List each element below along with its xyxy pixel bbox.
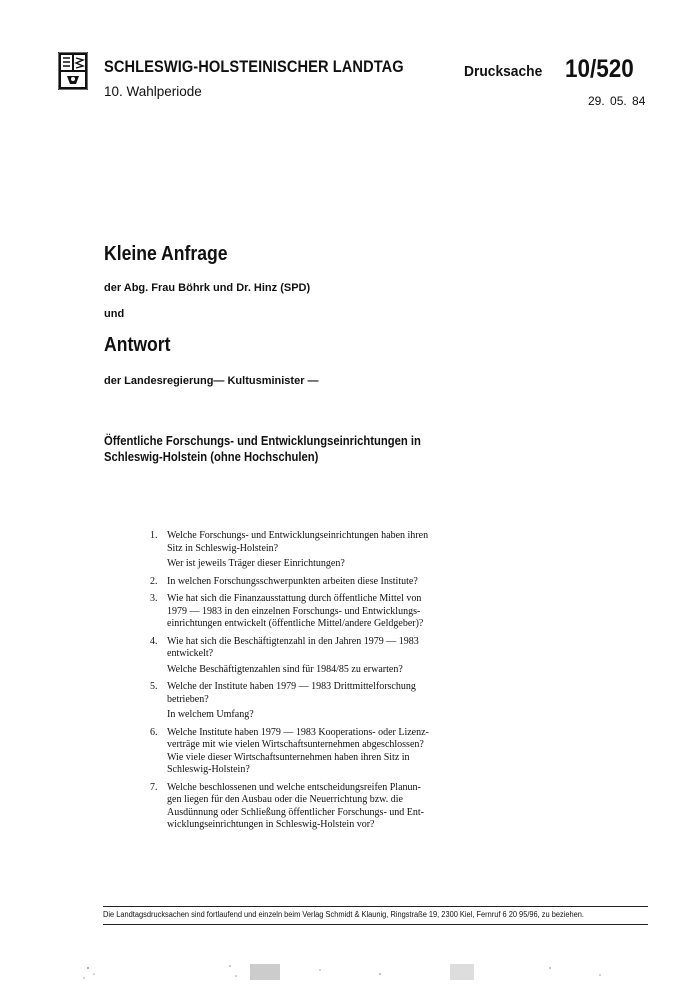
question-body bbox=[167, 681, 470, 722]
question-line: Welche Institute haben 1979 — 1983 Kooperations- oder Lizenz- bbox=[167, 726, 429, 738]
question-item bbox=[150, 593, 470, 631]
subject-line: Schleswig-Holstein (ohne Hochschulen) bbox=[104, 450, 319, 464]
question-followup: Welche Beschäftigtenzahlen sind für 1984/85 zu erwarten? bbox=[167, 663, 403, 675]
question-line: Sitz in Schleswig-Holstein? bbox=[167, 542, 279, 554]
question-line: gen liegen für den Ausbau oder die Neuerrichtung bzw. die bbox=[167, 794, 403, 805]
footer-rule-top bbox=[103, 906, 648, 907]
document-date: 29. 05. 84 bbox=[588, 94, 646, 108]
drucksache-number: 10/520 bbox=[565, 55, 634, 83]
question-line: Wie hat sich die Finanzausstattung durch öffentliche Mittel von bbox=[167, 593, 422, 604]
question-body bbox=[167, 530, 470, 571]
question-line: In welchen Forschungsschwerpunkten arbeiten diese Institute? bbox=[167, 575, 418, 587]
question-item bbox=[150, 727, 470, 777]
footer-note: Die Landtagsdrucksachen sind fortlaufend und einzeln beim Verlag Schmidt & Klaunig, Ringstraße 19, 2300 Kiel, Fernruf 6 20 95/96, zu beziehen. bbox=[103, 910, 585, 919]
question-line: betrieben? bbox=[167, 693, 209, 705]
question-body bbox=[167, 593, 470, 631]
heading-antwort: Antwort bbox=[104, 334, 171, 356]
question-body bbox=[167, 727, 470, 777]
authors-line: der Abg. Frau Böhrk und Dr. Hinz (SPD) bbox=[104, 282, 311, 294]
question-followup: In welchem Umfang? bbox=[167, 709, 254, 720]
question-number: 6. bbox=[150, 726, 158, 738]
question-followup: Wer ist jeweils Träger dieser Einrichtungen? bbox=[167, 558, 345, 569]
question-number: 2. bbox=[150, 575, 158, 587]
question-body bbox=[167, 782, 470, 832]
subject-block bbox=[104, 433, 421, 465]
question-line: Schleswig-Holstein? bbox=[167, 764, 250, 775]
question-line: Welche Forschungs- und Entwicklungseinrichtungen haben ihren bbox=[167, 530, 429, 541]
question-line: Welche der Institute haben 1979 — 1983 Drittmittelforschung bbox=[167, 681, 416, 692]
scan-noise bbox=[80, 960, 620, 985]
legislative-period: 10. Wahlperiode bbox=[104, 84, 202, 99]
responder-line: der Landesregierung— Kultusminister — bbox=[104, 375, 319, 387]
question-number: 1. bbox=[150, 530, 158, 541]
question-line: Welche beschlossenen und welche entscheidungsreifen Planun- bbox=[167, 781, 421, 793]
heading-kleine-anfrage: Kleine Anfrage bbox=[104, 243, 228, 265]
question-line: einrichtungen entwickelt (öffentliche Mittel/andere Geldgeber)? bbox=[167, 618, 424, 629]
question-number: 5. bbox=[150, 681, 158, 692]
question-number: 4. bbox=[150, 635, 158, 647]
schleswig-holstein-crest-icon bbox=[58, 52, 88, 90]
question-line: Ausdünnung oder Schließung öffentlicher Forschungs- und Ent- bbox=[167, 806, 424, 818]
question-number: 3. bbox=[150, 593, 158, 604]
connector-und: und bbox=[104, 308, 125, 320]
question-line: Wie hat sich die Beschäftigtenzahl in den Jahren 1979 — 1983 bbox=[167, 635, 419, 647]
question-item bbox=[150, 782, 470, 832]
question-line: verträge mit wie vielen Wirtschaftsunternehmen abgeschlossen? bbox=[167, 739, 424, 750]
question-line: entwickelt? bbox=[167, 648, 214, 659]
question-item bbox=[150, 681, 470, 722]
question-item bbox=[150, 636, 470, 677]
question-line: 1979 — 1983 in den einzelnen Forschungs- und Entwicklungs- bbox=[167, 605, 421, 617]
question-number: 7. bbox=[150, 781, 158, 793]
question-item bbox=[150, 530, 470, 571]
footer-rule-bottom bbox=[103, 924, 648, 925]
question-body bbox=[167, 636, 470, 677]
question-body bbox=[167, 576, 470, 589]
subject-line: Öffentliche Forschungs- und Entwicklungseinrichtungen in bbox=[104, 434, 421, 448]
parliament-name: SCHLESWIG-HOLSTEINISCHER LANDTAG bbox=[104, 57, 404, 76]
questions-list bbox=[150, 530, 470, 837]
question-line: wicklungseinrichtungen in Schleswig-Holstein vor? bbox=[167, 819, 375, 830]
question-line: Wie viele dieser Wirtschaftsunternehmen haben ihren Sitz in bbox=[167, 751, 410, 763]
question-item bbox=[150, 576, 470, 589]
drucksache-label: Drucksache bbox=[464, 63, 543, 80]
